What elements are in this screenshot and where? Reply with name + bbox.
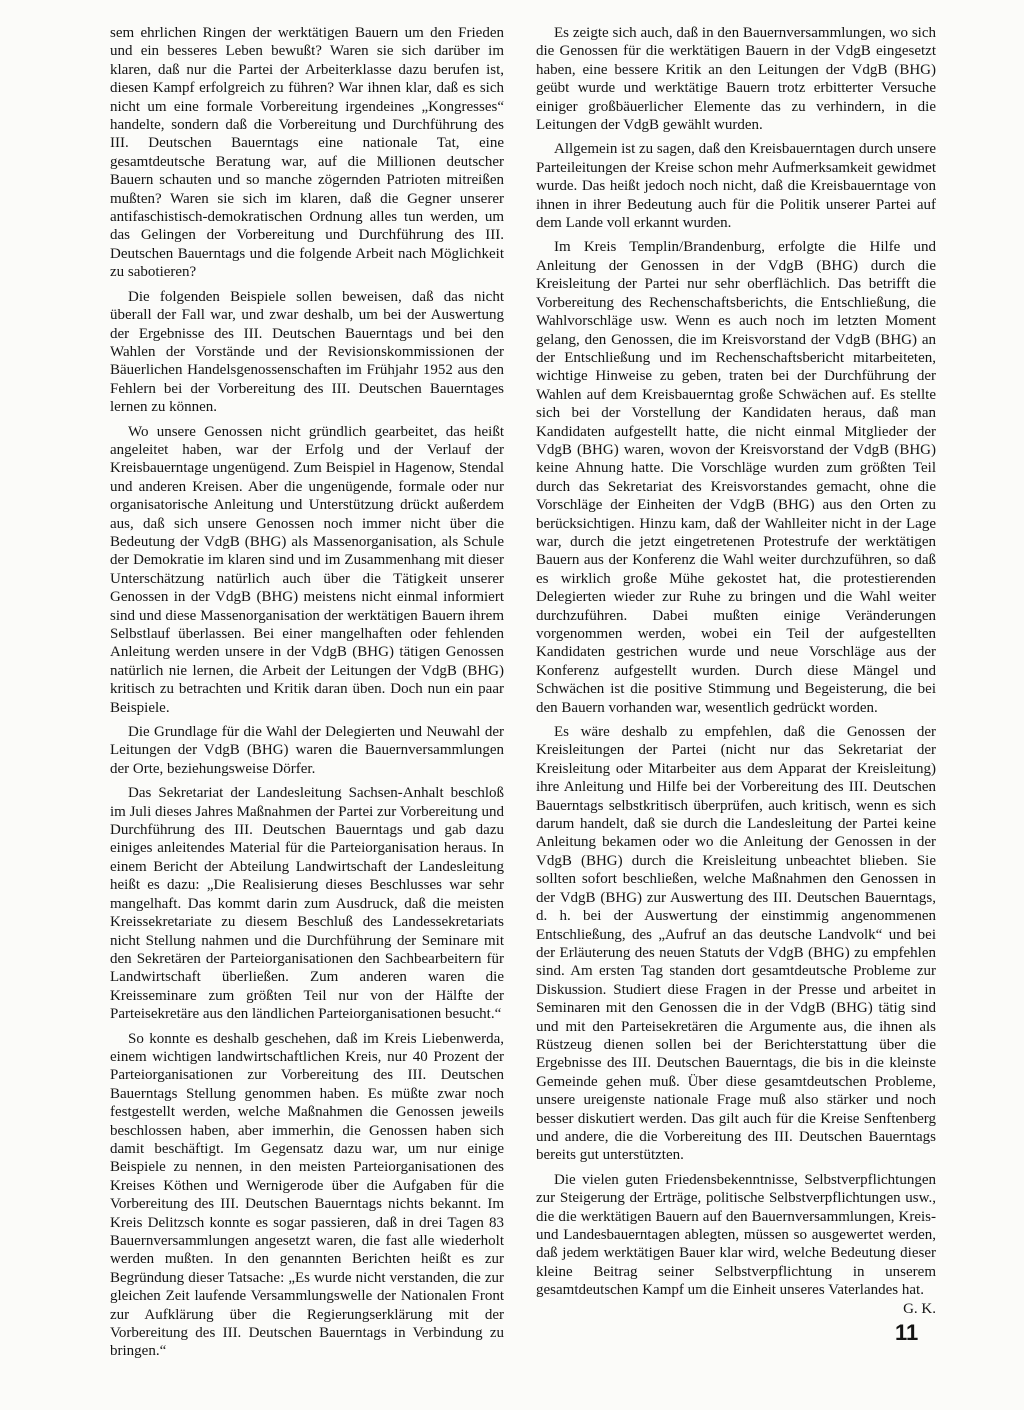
paragraph: Wo unsere Genossen nicht gründlich gearbeitet, das heißt angeleitet haben, war der Erfolg und der Verlauf der Kreisbauerntage ungenügend. Zum Beispiel in Hagenow, Stendal und anderen Kreisen. Aber die ungenügende, formale oder nur organisatorische Anleitung und Unterstützung drückt außerdem aus, daß sich unsere Genossen noch immer nicht über die Bedeutung der VdgB (BHG) als Massenorganisation, als Schule der Demokratie im klaren sind und im Zusammenhang mit dieser Unterschätzung natürlich auch über die Tätigkeit unserer Genossen in der VdgB (BHG) meistens nicht einmal informiert sind und diese Massenorganisation der werktätigen Bauern ihrem Selbstlauf überlassen. Bei einer mangelhaften oder fehlenden Anleitung werden unsere in der VdgB (BHG) tätigen Genossen natürlich nie lernen, die Arbeit der Leitungen der VdgB (BHG) kritisch zu betrachten und Kritik daran üben. Doch nun ein paar Beispiele. [110,423,504,716]
paragraph: So konnte es deshalb geschehen, daß im Kreis Liebenwerda, einem wichtigen landwirtschaftlichen Kreis, nur 40 Prozent der Parteiorganisationen zur Vorbereitung des III. Deutschen Bauerntags Stellung genommen haben. Es müßte zwar noch festgestellt werden, welche Maßnahmen die Genossen jeweils beschlossen haben, aber immerhin, die Genossen haben sich damit beschäftigt. Im Gegensatz dazu war, um nur einige Beispiele zu nennen, in den meisten Parteiorganisationen des Kreises Köthen und Wernigerode über die Aufgaben für die Vorbereitung des III. Deutschen Bauerntags nichts bekannt. Im Kreis Delitzsch konnte es sogar passieren, daß in drei Tagen 83 Bauernversammlungen angesetzt waren, die fast alle wiederholt werden mußten. In den genannten Berichten heißt es zur Begründung dieser Tatsache: „Es wurde nicht verstanden, die zur gleichen Zeit laufende Versammlungswelle der Nationalen Front zur Aufklärung über die Regierungserklärung mit der Vorbereitung des III. Deutschen Bauerntags in Verbindung zu bringen.“ [110,1030,504,1360]
paragraph: Die folgenden Beispiele sollen beweisen, daß das nicht überall der Fall war, und zwar deshalb, um bei der Auswertung der Ergebnisse des III. Deutschen Bauerntags und bei den Wahlen der Vorstände und der Revisionskommissionen der Bäuerlichen Handelsgenossenschaften im Frühjahr 1952 aus den Fehlern bei der Vorbereitung des III. Deutschen Bauerntages lernen zu können. [110,288,504,416]
author-signature: G. K. [903,1300,936,1317]
left-column [110,24,504,1367]
paragraph: Die Grundlage für die Wahl der Delegierten und Neuwahl der Leitungen der VdgB (BHG) waren die Bauernversammlungen der Orte, beziehungsweise Dörfer. [110,724,504,777]
paragraph: Allgemein ist zu sagen, daß den Kreisbauerntagen durch unsere Parteileitungen der Kreise schon mehr Aufmerksamkeit gewidmet wurde. Das heißt jedoch noch nicht, daß die Kreisbauerntage von ihnen in ihrer Bedeutung auch für die Politik unserer Partei auf dem Lande voll erkannt wurden. [536,141,936,232]
paragraph-text: Die vielen guten Friedensbekenntnisse, Selbstverpflichtungen zur Steigerung der Erträge, politische Selbstverpflichtungen usw., die die werktätigen Bauern auf den Bauernversammlungen, Kreis- und Landesbauerntagen ablegten, müssen so ausgewertet werden, daß jedem werktätigen Bauer klar wird, welche Bedeutung dieser kleine Beitrag seiner Selbstverpflichtung in unserem gesamtdeutschen Kampf um die Einheit unseres Vaterlandes hat. [536,1171,936,1299]
paragraph: Es zeigte sich auch, daß in den Bauernversammlungen, wo sich die Genossen für die werktätigen Bauern in der VdgB eingesetzt haben, eine bessere Kritik an den Leitungen der VdgB (BHG) geübt wurde und werktätige Bauern trotz erbitterter Versuche einiger großbäuerlicher Elemente das zu verhindern, in die Leitungen der VdgB gewählt wurden. [536,25,936,134]
right-column [536,24,936,1318]
final-paragraph [536,1171,936,1317]
paragraph: Es wäre deshalb zu empfehlen, daß die Genossen der Kreisleitungen der Partei (nicht nur das Sekretariat der Kreisleitung oder Mitarbeiter aus dem Apparat der Kreisleitung) ihre Anleitung und Hilfe bei der Vorbereitung des III. Deutschen Bauerntags selbstkritisch überprüfen, auch kritisch, wenn es sich darum handelt, daß sie durch die Landesleitung der Partei keine Anleitung bekamen oder wo die Anleitung der Genossen in der VdgB (BHG) durch die Kreisleitung unbeachtet blieben. Sie sollten sofort beschließen, welche Maßnahmen den Genossen in der VdgB (BHG) zur Auswertung des III. Deutschen Bauerntags, d. h. bei der Auswertung der einstimmig angenommenen Entschließung, des „Aufruf an das deutsche Landvolk“ und bei der Erläuterung des neuen Statuts der VdgB (BHG) zu empfehlen sind. Am ersten Tag standen dort gesamtdeutsche Probleme zur Diskussion. Studiert diese Fragen in der Presse und arbeitet in Seminaren mit den Genossen die in der VdgB (BHG) tätig sind und mit den Parteisekretären die Argumente aus, die ihnen als Rüstzeug dienen sollen bei der Berichterstattung über die Ergebnisse des III. Deutschen Bauerntags, die bis in die kleinste Gemeinde gehen muß. Über diese gesamtdeutschen Probleme, unsere ureigenste nationale Frage muß also stärker und noch besser diskutiert werden. Das gilt auch für die Kreise Senftenberg und andere, die die Vorbereitung des III. Deutschen Bauerntags bereits gut unterstützten. [536,724,936,1164]
paragraph: Im Kreis Templin/Brandenburg, erfolgte die Hilfe und Anleitung der Genossen in der VdgB (BHG) durch die Kreisleitung der Partei nur sehr oberflächlich. Das betrifft die Vorbereitung des Rechenschaftsberichts, die Entschließung, die Wahlvorschläge usw. Wenn es auch noch im letzten Moment gelang, den Genossen, die im Kreisvorstand der VdgB (BHG) an der Entschließung und im Rechenschaftsbericht mitarbeiteten, wichtige Hinweise zu geben, traten bei der Durchführung der Wahlen auf dem Kreisbauerntag große Schwächen auf. Es stellte sich bei der Vorstellung der Kandidaten heraus, daß man Kandidaten aufgestellt hatte, die nicht einmal Mitglieder der VdgB (BHG) waren, wovon der Kreisvorstand der VdgB (BHG) keine Ahnung hatte. Die Vorschläge wurden zum größten Teil durch das Sekretariat des Kreisvorstandes gemacht, ohne die Vorschläge der Einheiten der VdgB (BHG) aus den Orten zu berücksichtigen. Hinzu kam, daß der Wahlleiter nicht in der Lage war, durch die jetzt eingetretenen Protestrufe der werktätigen Bauern aus der Konferenz die Wahl weiter durchzuführen, so daß es wirklich große Mühe gekostet hat, die protestierenden Delegierten wieder zur Ruhe zu bringen und die Wahl weiter durchzuführen. Dabei mußten einige Veränderungen vorgenommen werden, wobei ein Teil der aufgestellten Kandidaten gestrichen wurde und neue Vorschläge aus der Konferenz aufgestellt wurden. Durch diese Mängel und Schwächen ist die positive Stimmung und Begeisterung, die bei den Bauern vorhanden war, wesentlich gedrückt worden. [536,239,936,716]
paragraph: sem ehrlichen Ringen der werktätigen Bauern um den Frieden und ein besseres Leben bewußt? Waren sie sich darüber im klaren, daß nur die Partei der Arbeiterklasse dazu berufen ist, diesen Kampf erfolgreich zu führen? War ihnen klar, daß es sich nicht um eine formale Vorbereitung irgendeines „Kongresses“ handelte, sondern daß die Vorbereitung und Durchführung des III. Deutschen Bauerntags eine nationale Tat, eine gesamtdeutsche Beratung war, auf die Millionen deutscher Bauern schauten und so manche zögernden Patrioten mitreißen mußten? Waren sie sich im klaren, daß die Gegner unserer antifaschistisch-demokratischen Ordnung alles tun werden, um das Gelingen der Vorbereitung und Durchführung des III. Deutschen Bauerntags und die folgende Arbeit nach Möglichkeit zu sabotieren? [110,25,504,281]
paragraph: Das Sekretariat der Landesleitung Sachsen-Anhalt beschloß im Juli dieses Jahres Maßnahmen der Partei zur Vorbereitung und Durchführung des III. Deutschen Bauerntags und gab dazu einiges anleitendes Material für die Parteiorganisation heraus. In einem Bericht der Abteilung Landwirtschaft der Landesleitung heißt es dazu: „Die Realisierung dieses Beschlusses war sehr mangelhaft. Das kommt darin zum Ausdruck, daß die meisten Kreissekretariate zu diesem Beschluß des Landessekretariats nicht Stellung nahmen und die Durchführung der Seminare mit den Sekretären der Parteiorganisationen den Sachbearbeitern für Landwirtschaft überließen. Zum anderen waren die Kreisseminare zum größten Teil nur von der Hälfte der Parteisekretäre aus den ländlichen Parteiorganisationen besucht.“ [110,785,504,1023]
page-number: 11 [895,1320,919,1345]
